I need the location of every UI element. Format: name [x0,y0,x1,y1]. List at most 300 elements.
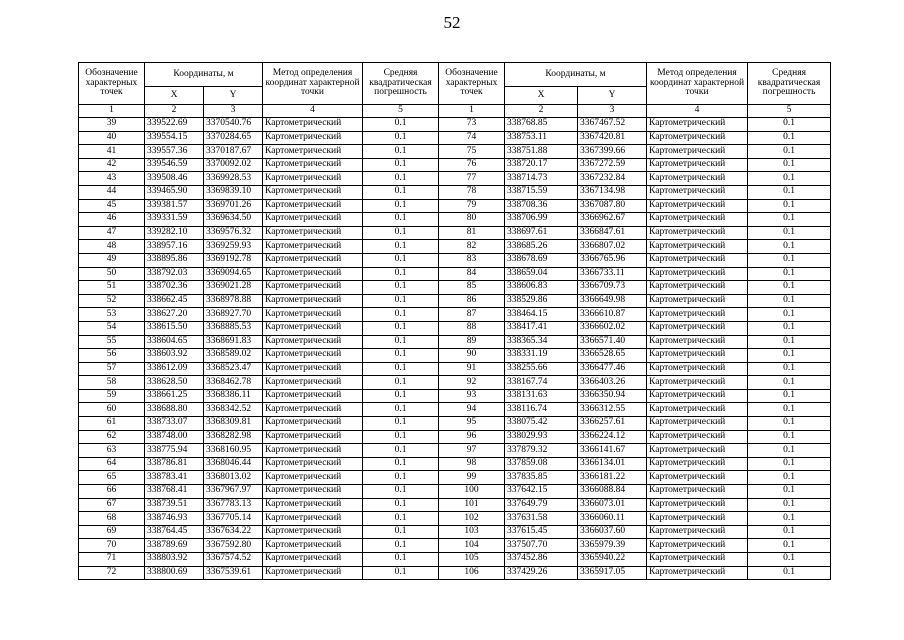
cell-error: 0.1 [363,131,439,145]
header-designation: Обозначение характерных точек [79,63,145,105]
cell-point-id: 93 [439,389,505,403]
table-row [79,267,831,281]
cell-coord-x: 338803.92 [145,553,204,567]
cell-coord-x: 338255.66 [505,362,578,376]
cell-coord-y: 3366060.11 [578,512,647,526]
column-number: 3 [204,105,263,118]
cell-method: Картометрический [647,566,748,580]
cell-coord-y: 3367399.66 [578,145,647,159]
cell-point-id: 81 [439,226,505,240]
cell-coord-x: 338417.41 [505,321,578,335]
cell-method: Картометрический [263,294,363,308]
cell-method: Картометрический [263,539,363,553]
table-row [79,349,831,363]
column-number: 5 [748,105,831,118]
cell-method: Картометрический [647,240,748,254]
cell-coord-y: 3367705.14 [204,512,263,526]
cell-coord-x: 338746.93 [145,512,204,526]
cell-error: 0.1 [748,525,831,539]
cell-coord-y: 3368386.11 [204,389,263,403]
cell-coord-y: 3368691.83 [204,335,263,349]
cell-error: 0.1 [363,430,439,444]
cell-error: 0.1 [363,294,439,308]
cell-coord-x: 338715.59 [505,185,578,199]
cell-coord-y: 3370284.65 [204,131,263,145]
cell-coord-x: 338786.81 [145,457,204,471]
header-coordinates: Координаты, м [505,63,647,87]
cell-coord-x: 338751.88 [505,145,578,159]
cell-method: Картометрический [263,471,363,485]
cell-point-id: 41 [79,145,145,159]
cell-method: Картометрический [263,376,363,390]
cell-coord-y: 3366528.65 [578,349,647,363]
cell-coord-x: 338753.11 [505,131,578,145]
cell-error: 0.1 [363,457,439,471]
cell-coord-y: 3368589.02 [204,349,263,363]
cell-coord-y: 3366141.67 [578,444,647,458]
cell-coord-y: 3367574.52 [204,553,263,567]
cell-point-id: 106 [439,566,505,580]
cell-coord-x: 338529.86 [505,294,578,308]
cell-point-id: 58 [79,376,145,390]
cell-coord-x: 338714.73 [505,172,578,186]
header-method: Метод определения координат характерной точки [647,63,748,105]
cell-error: 0.1 [748,362,831,376]
cell-method: Картометрический [263,525,363,539]
column-number: 2 [145,105,204,118]
cell-error: 0.1 [363,267,439,281]
cell-coord-y: 3366709.73 [578,281,647,295]
cell-method: Картометрический [263,349,363,363]
table-row [79,471,831,485]
cell-method: Картометрический [647,199,748,213]
cell-method: Картометрический [647,226,748,240]
cell-error: 0.1 [748,131,831,145]
cell-point-id: 94 [439,403,505,417]
cell-coord-y: 3367134.98 [578,185,647,199]
column-number: 4 [263,105,363,118]
cell-error: 0.1 [748,158,831,172]
cell-coord-y: 3366088.84 [578,485,647,499]
cell-error: 0.1 [748,349,831,363]
cell-method: Картометрический [647,498,748,512]
table-row [79,389,831,403]
cell-error: 0.1 [748,213,831,227]
cell-coord-y: 3368282.98 [204,430,263,444]
cell-point-id: 99 [439,471,505,485]
cell-coord-y: 3366477.46 [578,362,647,376]
cell-error: 0.1 [748,553,831,567]
cell-coord-x: 338615.50 [145,321,204,335]
cell-coord-x: 338075.42 [505,417,578,431]
cell-method: Картометрический [647,118,748,132]
cell-error: 0.1 [363,389,439,403]
cell-coord-x: 338603.92 [145,349,204,363]
cell-error: 0.1 [748,253,831,267]
cell-coord-x: 338029.93 [505,430,578,444]
cell-coord-x: 338764.45 [145,525,204,539]
cell-coord-y: 3370187.67 [204,145,263,159]
cell-coord-x: 338702.36 [145,281,204,295]
cell-coord-x: 337615.45 [505,525,578,539]
cell-point-id: 49 [79,253,145,267]
column-number: 2 [505,105,578,118]
cell-error: 0.1 [748,199,831,213]
cell-point-id: 84 [439,267,505,281]
cell-error: 0.1 [748,335,831,349]
cell-error: 0.1 [363,253,439,267]
cell-point-id: 89 [439,335,505,349]
cell-method: Картометрический [263,267,363,281]
table-row [79,199,831,213]
header-row [79,63,831,87]
cell-coord-y: 3366181.22 [578,471,647,485]
cell-coord-x: 338739.51 [145,498,204,512]
cell-point-id: 63 [79,444,145,458]
cell-method: Картометрический [263,430,363,444]
table-row [79,294,831,308]
cell-method: Картометрический [263,308,363,322]
cell-point-id: 66 [79,485,145,499]
cell-point-id: 55 [79,335,145,349]
cell-coord-y: 3365979.39 [578,539,647,553]
cell-method: Картометрический [647,512,748,526]
cell-coord-x: 338697.61 [505,226,578,240]
cell-coord-x: 338748.00 [145,430,204,444]
table-row [79,362,831,376]
cell-method: Картометрический [263,417,363,431]
header-x: X [505,87,578,105]
cell-coord-x: 337507.70 [505,539,578,553]
cell-coord-x: 337452.86 [505,553,578,567]
table-row [79,498,831,512]
cell-method: Картометрический [263,362,363,376]
cell-coord-x: 339331.59 [145,213,204,227]
cell-coord-x: 338464.15 [505,308,578,322]
table-row [79,118,831,132]
cell-point-id: 59 [79,389,145,403]
cell-method: Картометрический [647,308,748,322]
cell-point-id: 72 [79,566,145,580]
cell-coord-y: 3370092.02 [204,158,263,172]
cell-coord-y: 3367467.52 [578,118,647,132]
cell-point-id: 57 [79,362,145,376]
cell-point-id: 76 [439,158,505,172]
cell-method: Картометрический [263,213,363,227]
cell-point-id: 64 [79,457,145,471]
cell-error: 0.1 [363,485,439,499]
cell-error: 0.1 [363,362,439,376]
cell-error: 0.1 [748,444,831,458]
table-row [79,539,831,553]
cell-error: 0.1 [748,498,831,512]
cell-coord-y: 3369634.50 [204,213,263,227]
cell-point-id: 77 [439,172,505,186]
cell-method: Картометрический [647,349,748,363]
cell-method: Картометрический [647,389,748,403]
cell-method: Картометрический [263,240,363,254]
cell-error: 0.1 [363,158,439,172]
table-row [79,158,831,172]
cell-coord-x: 338606.83 [505,281,578,295]
cell-coord-y: 3368309.81 [204,417,263,431]
cell-method: Картометрический [263,335,363,349]
cell-point-id: 54 [79,321,145,335]
cell-method: Картометрический [647,172,748,186]
cell-point-id: 91 [439,362,505,376]
header-error: Средняя квадратическая погрешность [363,63,439,105]
cell-point-id: 43 [79,172,145,186]
cell-coord-x: 338768.41 [145,485,204,499]
table-row [79,457,831,471]
cell-point-id: 97 [439,444,505,458]
cell-error: 0.1 [748,267,831,281]
cell-error: 0.1 [363,539,439,553]
cell-method: Картометрический [263,226,363,240]
cell-coord-x: 338685.26 [505,240,578,254]
cell-error: 0.1 [748,240,831,254]
cell-error: 0.1 [363,118,439,132]
cell-method: Картометрический [263,566,363,580]
cell-coord-x: 338612.09 [145,362,204,376]
table-row [79,308,831,322]
cell-point-id: 61 [79,417,145,431]
cell-coord-y: 3367592.80 [204,539,263,553]
cell-method: Картометрический [647,457,748,471]
cell-point-id: 104 [439,539,505,553]
cell-coord-y: 3365917.05 [578,566,647,580]
cell-coord-y: 3366073.01 [578,498,647,512]
page-number: 52 [443,13,461,32]
cell-error: 0.1 [748,403,831,417]
cell-coord-y: 3366649.98 [578,294,647,308]
table-row [79,376,831,390]
cell-coord-x: 339508.46 [145,172,204,186]
cell-point-id: 75 [439,145,505,159]
cell-coord-y: 3366037.60 [578,525,647,539]
cell-coord-x: 338792.03 [145,267,204,281]
cell-coord-x: 338720.17 [505,158,578,172]
cell-coord-y: 3367634.22 [204,525,263,539]
cell-error: 0.1 [748,457,831,471]
column-number: 1 [79,105,145,118]
cell-coord-x: 338167.74 [505,376,578,390]
table-row [79,512,831,526]
cell-point-id: 90 [439,349,505,363]
cell-coord-y: 3366807.02 [578,240,647,254]
column-number: 5 [363,105,439,118]
column-number: 3 [578,105,647,118]
header-error: Средняя квадратическая погрешность [748,63,831,105]
column-number-row [79,105,831,118]
cell-error: 0.1 [363,512,439,526]
cell-error: 0.1 [363,308,439,322]
cell-point-id: 86 [439,294,505,308]
cell-method: Картометрический [263,321,363,335]
cell-method: Картометрический [263,444,363,458]
cell-coord-y: 3370540.76 [204,118,263,132]
cell-coord-x: 338768.85 [505,118,578,132]
cell-coord-y: 3369928.53 [204,172,263,186]
cell-coord-y: 3366733.11 [578,267,647,281]
cell-error: 0.1 [748,145,831,159]
cell-point-id: 56 [79,349,145,363]
cell-coord-x: 338116.74 [505,403,578,417]
cell-coord-y: 3368927.70 [204,308,263,322]
cell-coord-y: 3369576.32 [204,226,263,240]
cell-error: 0.1 [748,471,831,485]
cell-coord-x: 339381.57 [145,199,204,213]
cell-coord-y: 3369259.93 [204,240,263,254]
coordinates-table [78,62,831,580]
cell-coord-x: 338678.69 [505,253,578,267]
cell-error: 0.1 [363,403,439,417]
cell-error: 0.1 [363,376,439,390]
cell-coord-x: 338131.63 [505,389,578,403]
table-row [79,566,831,580]
cell-method: Картометрический [263,199,363,213]
cell-error: 0.1 [748,321,831,335]
cell-error: 0.1 [748,172,831,186]
cell-coord-y: 3369839.10 [204,185,263,199]
cell-coord-x: 338706.99 [505,213,578,227]
cell-point-id: 47 [79,226,145,240]
table-row [79,131,831,145]
cell-point-id: 46 [79,213,145,227]
cell-coord-x: 338661.25 [145,389,204,403]
cell-error: 0.1 [748,281,831,295]
cell-coord-y: 3368046.44 [204,457,263,471]
cell-error: 0.1 [748,417,831,431]
cell-coord-x: 337642.15 [505,485,578,499]
cell-method: Картометрический [647,158,748,172]
cell-error: 0.1 [748,226,831,240]
cell-point-id: 69 [79,525,145,539]
cell-coord-x: 338733.07 [145,417,204,431]
cell-point-id: 68 [79,512,145,526]
column-number: 1 [439,105,505,118]
cell-error: 0.1 [363,172,439,186]
cell-method: Картометрический [647,131,748,145]
cell-error: 0.1 [748,539,831,553]
cell-error: 0.1 [748,308,831,322]
table-row [79,240,831,254]
cell-method: Картометрический [647,471,748,485]
cell-method: Картометрический [647,185,748,199]
cell-method: Картометрический [647,553,748,567]
cell-method: Картометрический [263,253,363,267]
cell-method: Картометрический [647,362,748,376]
cell-coord-x: 337835.85 [505,471,578,485]
cell-point-id: 44 [79,185,145,199]
cell-point-id: 83 [439,253,505,267]
cell-coord-y: 3366224.12 [578,430,647,444]
cell-coord-y: 3367087.80 [578,199,647,213]
cell-point-id: 50 [79,267,145,281]
cell-coord-y: 3368523.47 [204,362,263,376]
table-row [79,185,831,199]
table-row [79,226,831,240]
cell-coord-y: 3366571.40 [578,335,647,349]
cell-method: Картометрический [647,253,748,267]
cell-method: Картометрический [263,512,363,526]
cell-coord-x: 339522.69 [145,118,204,132]
cell-point-id: 73 [439,118,505,132]
cell-error: 0.1 [748,185,831,199]
table-row [79,553,831,567]
cell-error: 0.1 [363,498,439,512]
cell-coord-y: 3369701.26 [204,199,263,213]
cell-coord-x: 338662.45 [145,294,204,308]
cell-point-id: 98 [439,457,505,471]
cell-coord-x: 338659.04 [505,267,578,281]
cell-error: 0.1 [363,199,439,213]
cell-method: Картометрический [647,281,748,295]
header-y: Y [204,87,263,105]
cell-coord-y: 3368885.53 [204,321,263,335]
cell-error: 0.1 [748,485,831,499]
cell-method: Картометрический [263,498,363,512]
cell-coord-y: 3369192.78 [204,253,263,267]
cell-point-id: 48 [79,240,145,254]
cell-point-id: 74 [439,131,505,145]
cell-error: 0.1 [748,512,831,526]
cell-coord-y: 3368013.02 [204,471,263,485]
cell-point-id: 87 [439,308,505,322]
cell-point-id: 53 [79,308,145,322]
cell-method: Картометрический [263,281,363,295]
cell-point-id: 60 [79,403,145,417]
cell-point-id: 79 [439,199,505,213]
cell-coord-y: 3368160.95 [204,444,263,458]
cell-method: Картометрический [263,553,363,567]
cell-error: 0.1 [363,525,439,539]
cell-method: Картометрический [263,158,363,172]
table-body [79,118,831,580]
cell-coord-y: 3366257.61 [578,417,647,431]
cell-coord-x: 338627.20 [145,308,204,322]
cell-method: Картометрический [263,403,363,417]
cell-coord-y: 3367539.61 [204,566,263,580]
cell-coord-y: 3369021.28 [204,281,263,295]
table-row [79,172,831,186]
cell-method: Картометрический [263,389,363,403]
cell-coord-y: 3366602.02 [578,321,647,335]
header-y: Y [578,87,647,105]
table-row [79,430,831,444]
table-row [79,403,831,417]
header-method: Метод определения координат характерной точки [263,63,363,105]
cell-error: 0.1 [363,471,439,485]
cell-coord-y: 3369094.65 [204,267,263,281]
cell-coord-y: 3366847.61 [578,226,647,240]
cell-error: 0.1 [363,226,439,240]
cell-method: Картометрический [647,403,748,417]
cell-point-id: 52 [79,294,145,308]
cell-error: 0.1 [363,444,439,458]
cell-error: 0.1 [748,430,831,444]
cell-error: 0.1 [748,376,831,390]
cell-method: Картометрический [647,267,748,281]
table-row [79,335,831,349]
cell-coord-x: 337631.58 [505,512,578,526]
cell-coord-y: 3366134.01 [578,457,647,471]
cell-coord-x: 337649.79 [505,498,578,512]
cell-method: Картометрический [647,294,748,308]
cell-point-id: 78 [439,185,505,199]
cell-coord-y: 3366350.94 [578,389,647,403]
cell-method: Картометрический [263,457,363,471]
